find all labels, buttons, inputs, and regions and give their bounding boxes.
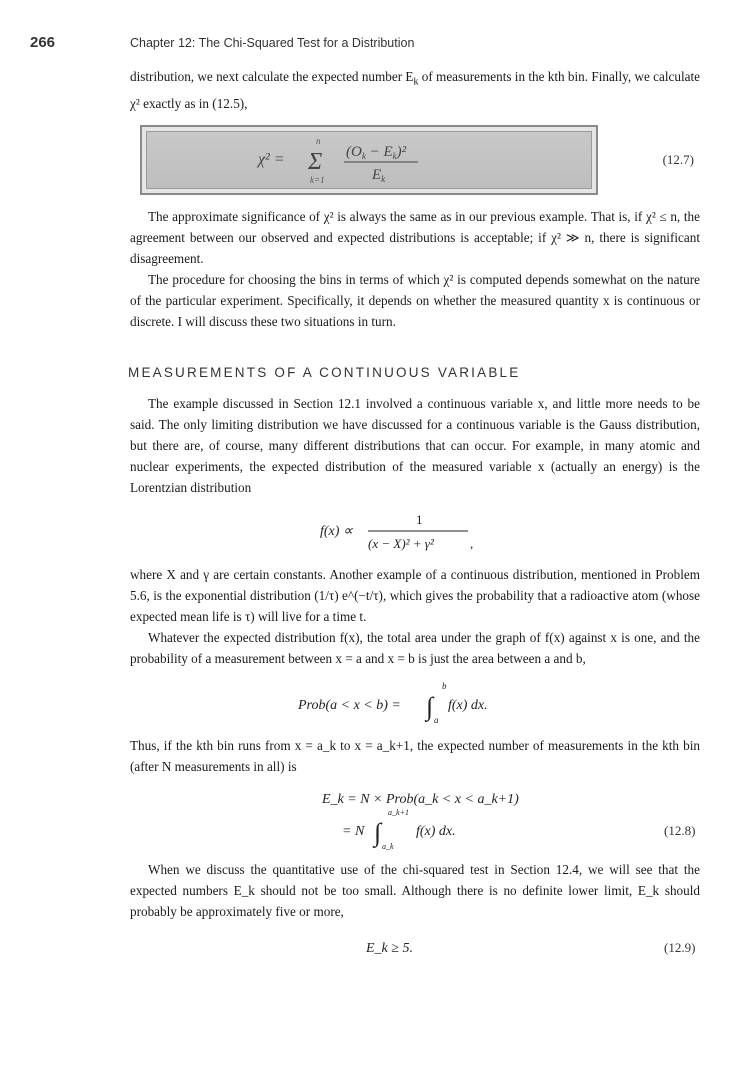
paragraph: distribution, we next calculate the expected number $E_k$ of measurements in the kth bin. Finally, we calculate χ² exactly as in (12.5), [130,69,700,111]
svg-text:Ek: $E_k$ [372,166,386,184]
svg-text:f(x) dx.: f(x) dx. [448,697,488,713]
equation-12-9-graphic [130,928,700,968]
svg-text:1: 1 [416,511,423,527]
paragraph: Thus, if the kth bin runs from x = a_k to x = a_k+1, the expected number of measurements in the kth bin (after N measurements in all) is [130,737,700,774]
chi-squared-formula [250,131,490,187]
lorentzian-equation [130,504,700,558]
svg-text:E_k = N × Prob(a_k < x < a_k+1: E_k = N × Prob(a_k < x < a_k+1) [322,791,519,807]
paragraph: Whatever the expected distribution f(x), the total area under the graph of f(x) against x is one, and the probability of a measurement between x = a and x = b is just the area between a and b, [130,629,700,666]
svg-text:f(x) dx.: f(x) dx. [416,823,456,839]
equation-number: (12.7) [662,151,694,167]
svg-text:k=1: k=1 [310,174,325,185]
section-heading: MEASUREMENTS OF A CONTINUOUS VARIABLE [128,364,521,380]
svg-text:a: a [434,714,439,725]
svg-text:∫: ∫ [426,691,434,721]
equation-12-7 [130,125,700,193]
running-head: Chapter 12: The Chi-Squared Test for a Distribution [130,36,415,50]
svg-text:∫: ∫ [374,817,382,847]
svg-text:Prob(a < x < b) =: Prob(a < x < b) = [298,697,401,713]
svg-text:(12.8): (12.8) [664,822,696,838]
probability-equation [130,675,700,729]
page-header [30,28,699,54]
svg-text:E_k ≥ 5.: E_k ≥ 5. [366,940,413,956]
paragraph: The procedure for choosing the bins in terms of which χ² is computed depends somewhat on the nature of the particular experiment. Specifically, it depends on whether the measured quantity x is continuous or discrete. I will discuss these two situations in turn. [130,271,700,329]
svg-text:a_k+1: a_k+1 [388,807,409,817]
equation-12-9 [130,928,700,968]
expected-number-equation [130,783,700,851]
paragraph: The example discussed in Section 12.1 involved a continuous variable x, and little more needs to be said. The only limiting distribution we have discussed for a continuous variable is the Gauss distribution, but there are, of course, many different distributions that can occur. For example, in many atomic and nuclear experiments, the expected distribution of the measured variable x (actually an energy) is the Lorentzian distribution [130,395,700,495]
svg-text:χ² =: χ² = [258,150,285,168]
svg-text:n: n [316,135,321,146]
expected-number-graphic [130,783,700,851]
page-body [130,66,700,974]
paragraph: where X and γ are certain constants. Another example of a continuous distribution, mentioned in Problem 5.6, is the exponential distribution (1/τ) e^(−t/τ), which gives the probability that a radioactive atom (whose expected mean life is τ) will live for a time t. [130,566,700,624]
page-number: 266 [30,34,56,51]
paragraph: When we discuss the quantitative use of the chi-squared test in Section 12.4, we will see that the expected numbers E_k should not be too small. Although there is no definite lower limit, E_k should probably be approximately five or more, [130,861,700,919]
svg-text:(12.9): (12.9) [664,939,696,955]
svg-text:a_k: a_k [382,841,394,851]
chi-squared-formula-graphic [250,131,490,187]
svg-text:,: , [470,535,474,551]
svg-text:(x − X)² + γ²: (x − X)² + γ² [368,535,434,551]
svg-text:Σ: Σ [308,148,323,175]
svg-text:b: b [442,680,447,691]
paragraph: The approximate significance of χ² is always the same as in our previous example. That is, if χ² ≤ n, the agreement between our observed and expected distributions is acceptable; if χ² ≫ n, there is significant disagreement. [130,208,700,266]
svg-text:f(x) ∝: f(x) ∝ [320,523,353,539]
svg-text:(Ok − Ek)²: $(O_k - E_k)^2$ [346,143,407,161]
probability-graphic [130,675,700,729]
svg-text:= N: = N [342,823,365,839]
lorentzian-graphic [130,504,700,558]
